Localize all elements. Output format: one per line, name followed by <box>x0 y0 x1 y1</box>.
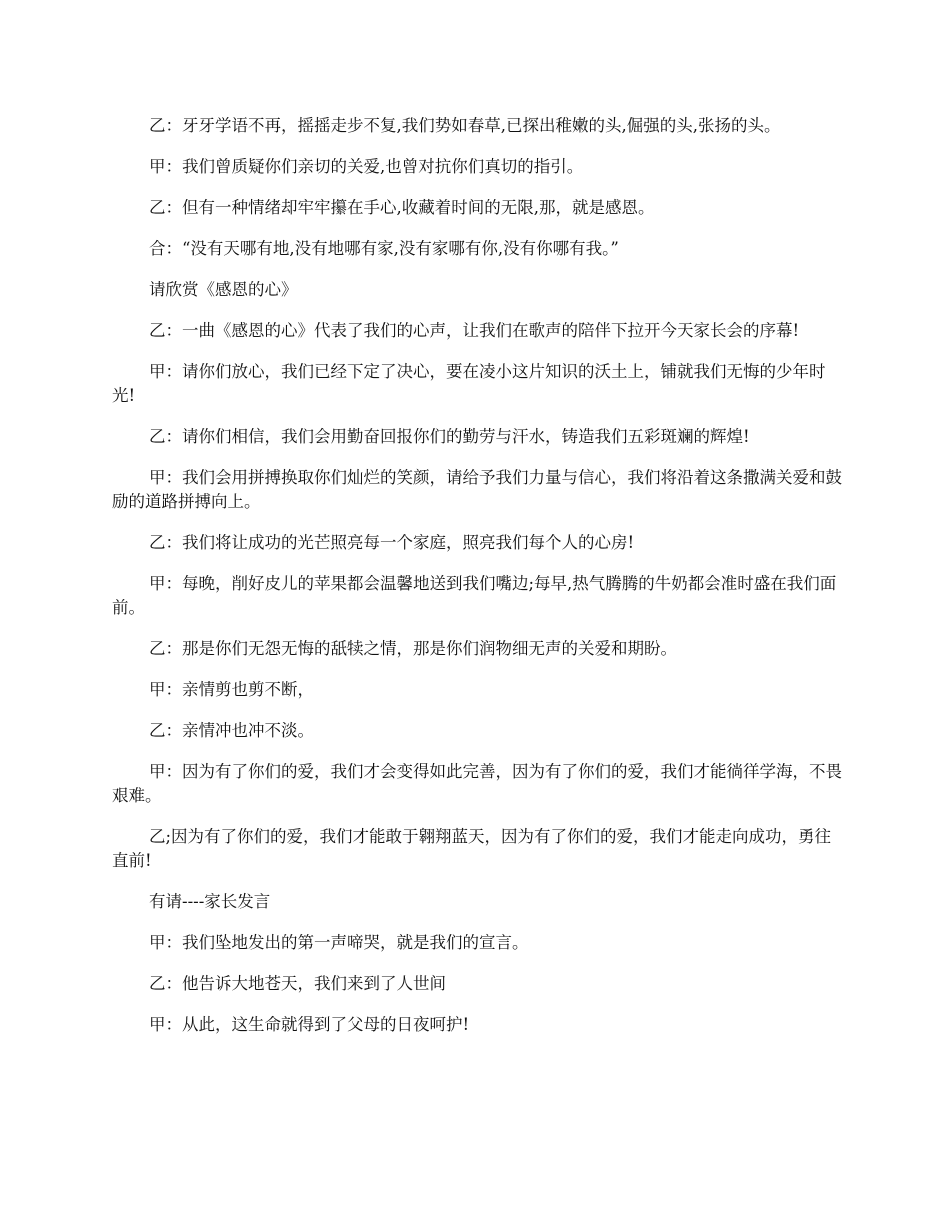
paragraph-12: 乙：那是你们无怨无悔的舐犊之情，那是你们润物细无声的关爱和期盼。 <box>149 639 677 658</box>
paragraph-16: 乙;因为有了你们的爱，我们才能敢于翱翔蓝天，因为有了你们的爱，我们才能走向成功，勇往直前! <box>112 827 832 870</box>
paragraph-2: 甲：我们曾质疑你们亲切的关爱,也曾对抗你们真切的指引。 <box>149 157 584 176</box>
paragraph-9: 甲：我们会用拼搏换取你们灿烂的笑颜，请给予我们力量与信心，我们将沿着这条撒满关爱和鼓励的道路拼搏向上。 <box>112 468 842 511</box>
paragraph-5: 请欣赏《感恩的心》 <box>149 280 298 299</box>
paragraph-6: 乙：一曲《感恩的心》代表了我们的心声，让我们在歌声的陪伴下拉开今天家长会的序幕! <box>149 321 800 340</box>
paragraph-4: 合：“没有天哪有地,没有地哪有家,没有家哪有你,没有你哪有我。” <box>149 239 619 258</box>
paragraph-7: 甲：请你们放心，我们已经下定了决心，要在凌小这片知识的沃土上，铺就我们无悔的少年时光! <box>112 362 826 405</box>
paragraph-3: 乙：但有一种情绪却牢牢攥在手心,收藏着时间的无限,那，就是感恩。 <box>149 198 655 217</box>
paragraph-11: 甲：每晚，削好皮儿的苹果都会温馨地送到我们嘴边;每早,热气腾腾的牛奶都会准时盛在我们面前。 <box>112 574 837 617</box>
paragraph-1: 乙：牙牙学语不再，摇摇走步不复,我们势如春草,已探出稚嫩的头,倔强的头,张扬的头。 <box>149 116 781 135</box>
paragraph-17: 有请----家长发言 <box>149 892 271 911</box>
paragraph-10: 乙：我们将让成功的光芒照亮每一个家庭，照亮我们每个人的心房! <box>149 533 635 552</box>
paragraph-14: 乙：亲情冲也冲不淡。 <box>149 721 314 740</box>
paragraph-8: 乙：请你们相信，我们会用勤奋回报你们的勤劳与汗水，铸造我们五彩斑斓的辉煌! <box>149 427 750 446</box>
paragraph-15: 甲：因为有了你们的爱，我们才会变得如此完善，因为有了你们的爱，我们才能徜徉学海，不畏艰难。 <box>112 762 842 805</box>
paragraph-13: 甲：亲情剪也剪不断， <box>149 680 314 699</box>
paragraph-19: 乙：他告诉大地苍天，我们来到了人世间 <box>149 974 446 993</box>
document-body <box>112 114 847 1054</box>
paragraph-20: 甲：从此，这生命就得到了父母的日夜呵护! <box>149 1015 470 1034</box>
paragraph-18: 甲：我们坠地发出的第一声啼哭，就是我们的宣言。 <box>149 933 529 952</box>
